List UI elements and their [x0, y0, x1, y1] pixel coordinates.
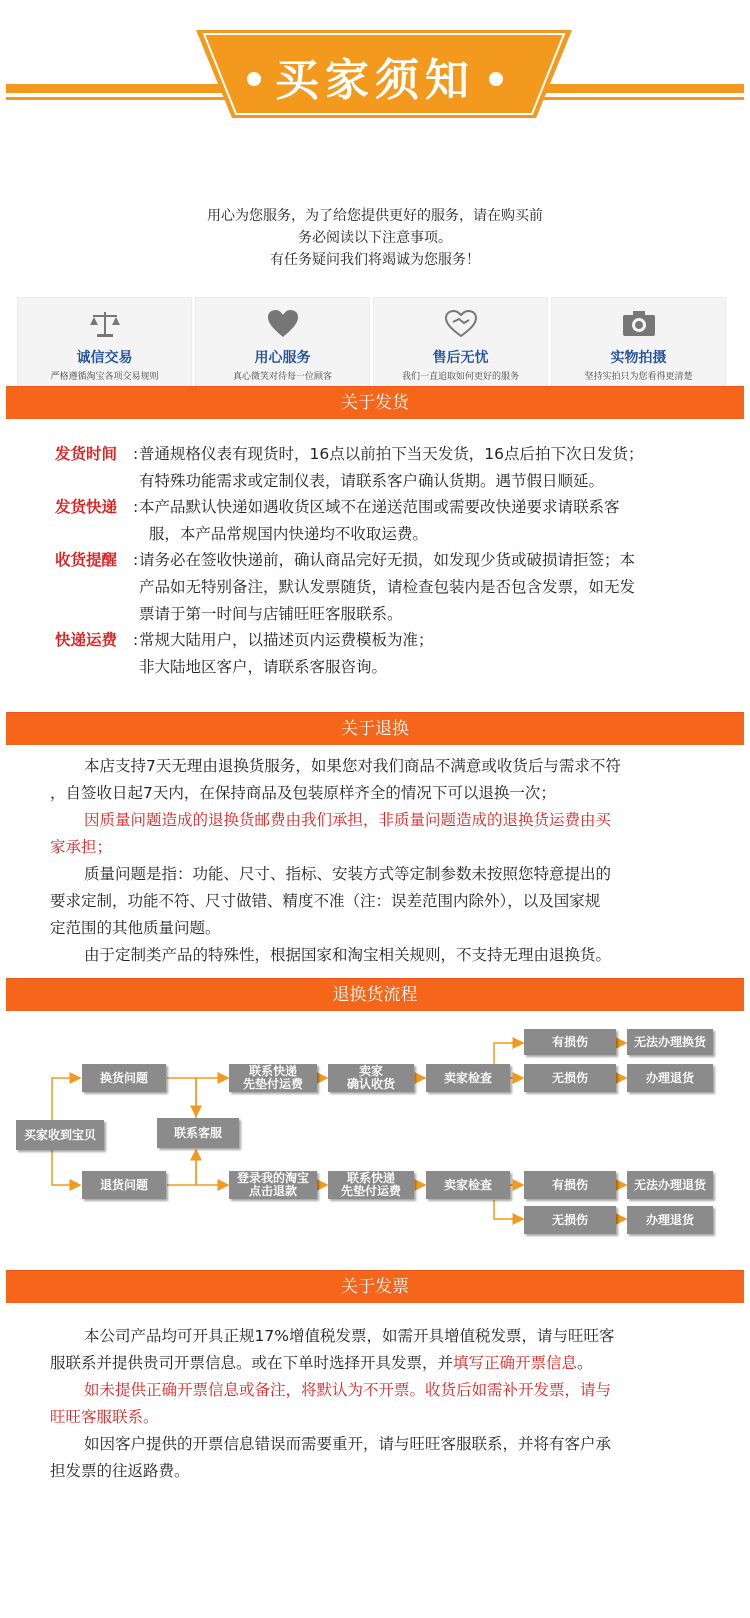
invoice-highlight: 填写正确开票信息	[453, 1354, 578, 1372]
shipping-label: 发货快递	[55, 498, 118, 516]
flow-exchange: 换货问题	[82, 1064, 166, 1092]
invoice-line: 担发票的往返路费。	[50, 1462, 190, 1480]
card-subtitle: 我们一直追取如何更好的服务	[401, 372, 519, 382]
intro-line: 务必阅读以下注意事项。	[298, 230, 452, 246]
flow-start: 买家收到宝贝	[16, 1120, 104, 1150]
shipping-label: 快递运费	[55, 631, 118, 649]
invoice-line-highlight: 旺旺客服联系。	[50, 1408, 159, 1426]
returns-line: 由于定制类产品的特殊性，根据国家和淘宝相关规则，不支持无理由退换货。	[84, 946, 612, 964]
flow-rf-undamaged: 无损伤	[524, 1206, 616, 1234]
flow-rf-login: 登录我的淘宝 点击退款	[229, 1171, 317, 1199]
section-bar-invoice: 关于发票	[6, 1270, 744, 1303]
card-subtitle: 真心微笑对待每一位顾客	[232, 372, 332, 382]
shipping-line: 常规大陆用户，以描述页内运费模板为准；	[139, 631, 434, 649]
shipping-label: 发货时间	[55, 445, 118, 463]
flow-rf-check: 卖家检查	[426, 1171, 510, 1199]
shipping-line: 票请于第一时间与店铺旺旺客服联系。	[139, 605, 403, 623]
intro-line: 用心为您服务，为了给您提供更好的服务，请在购买前	[207, 208, 543, 224]
card-title: 售后无忧	[432, 350, 489, 366]
intro-line: 有任务疑问我们将竭诚为您服务！	[270, 252, 480, 268]
card-title: 诚信交易	[76, 350, 133, 366]
shipping-line: 有特殊功能需求或定制仪表，请联系客户确认货期。遇节假日顺延。	[139, 472, 605, 490]
flow-rf-cannot: 无法办理退货	[627, 1171, 713, 1199]
flow-refund: 退货问题	[82, 1171, 166, 1199]
shipping-line: 普通规格仪表有现货时，16点以前拍下当天发货，16点后拍下次日发货；	[139, 445, 644, 463]
invoice-line-highlight: 如未提供正确开票信息或备注，将默认为不开票。收货后如需补开发票，请与	[84, 1381, 612, 1399]
section-bar-shipping: 关于发货	[6, 386, 744, 419]
returns-line: 本店支持7天无理由退换货服务，如果您对我们商品不满意或收货后与需求不符	[84, 757, 621, 775]
shipping-label: 收货提醒	[55, 551, 118, 569]
invoice-paragraph	[50, 1323, 614, 1485]
shipping-line: 非大陆地区客户，请联系客服咨询。	[139, 658, 388, 676]
returns-line: ，自签收日起7天内，在保持商品及包装原样齐全的情况下可以退换一次；	[50, 784, 556, 802]
invoice-line: 服联系并提供贵司开票信息。或在下单时选择开具发票，并填写正确开票信息。	[50, 1354, 593, 1372]
shipping-line: 请务必在签收快递前，确认商品完好无损，如发现少货或破损请拒签；本	[139, 551, 636, 569]
invoice-line: 本公司产品均可开具正规17%增值税发票，如需开具增值税发票，请与旺旺客	[84, 1327, 615, 1345]
flow-rf-do: 办理退货	[627, 1206, 713, 1234]
section-bar-process: 退换货流程	[6, 978, 744, 1011]
card-subtitle: 严格遵循淘宝各项交易规则	[50, 372, 159, 382]
flow-rf-damaged: 有损伤	[524, 1171, 616, 1199]
flow-ex-confirm: 卖家 确认收货	[328, 1064, 414, 1092]
returns-line: 质量问题是指：功能、尺寸、指标、安装方式等定制参数未按照您特意提出的	[84, 865, 612, 883]
card-subtitle: 坚持实拍只为您看得更清楚	[584, 372, 693, 382]
flow-rf-ship: 联系快递 先垫付运费	[328, 1171, 414, 1199]
card-title: 用心服务	[254, 350, 311, 366]
returns-line: 定范围的其他质量问题。	[50, 919, 221, 937]
flow-ex-do: 办理退货	[627, 1064, 713, 1092]
invoice-line: 如因客户提供的开票信息错误而需要重开，请与旺旺客服联系，并将有客户承	[84, 1435, 612, 1453]
returns-line-highlight: 家承担；	[50, 838, 113, 856]
flow-contact: 联系客服	[157, 1118, 239, 1148]
returns-line-highlight: 因质量问题造成的退换货邮费由我们承担，非质量问题造成的退换货运费由买	[84, 811, 612, 829]
flow-ex-undamaged: 无损伤	[524, 1064, 616, 1092]
shipping-line: 本产品默认快递如遇收货区域不在递送范围或需要改快递要求请联系客	[139, 498, 620, 516]
flow-ex-cannot: 无法办理换货	[627, 1029, 713, 1055]
banner-title-text: 买家须知	[275, 55, 475, 106]
card-title: 实物拍摄	[610, 350, 667, 366]
flow-ex-damaged: 有损伤	[524, 1029, 616, 1055]
returns-line: 要求定制，功能不符、尺寸做错、精度不准（注：误差范围内除外），以及国家规	[50, 892, 601, 910]
flow-ex-check: 卖家检查	[426, 1064, 510, 1092]
shipping-line: 服，本产品常规国内快递均不收取运费。	[139, 525, 428, 543]
flow-ex-ship: 联系快递 先垫付运费	[229, 1064, 317, 1092]
shipping-line: 产品如无特别备注，默认发票随货，请检查包装内是否包含发票，如无发	[139, 578, 636, 596]
section-bar-returns: 关于退换	[6, 712, 744, 745]
